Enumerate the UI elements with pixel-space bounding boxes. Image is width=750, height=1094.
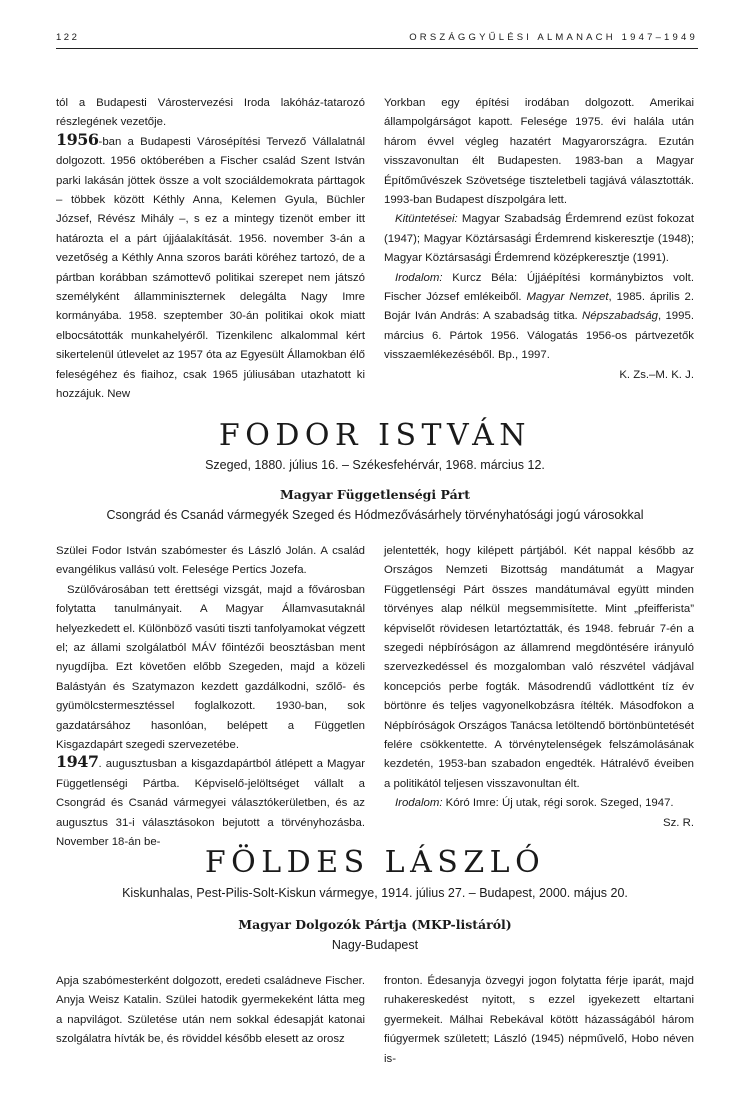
page-number: 122: [56, 32, 80, 43]
author-signature: Sz. R.: [662, 816, 694, 829]
year-initial: 1947: [56, 752, 99, 772]
awards-label: Kitüntetései:: [395, 213, 458, 226]
fodor-left-column: [56, 542, 365, 853]
literature-paragraph: [384, 269, 694, 366]
prev-entry-paragraph: Yorkban egy építési irodában dolgozott. Amerikai állampolgárságot kapott. Felesége 1975. évi halála után három évvel végleg hazatért Magyarországra. Ezután visszavonultan élt Budapesten. 1983-ban a Magyar Építőművészek Szövetsége tiszteletbeli tagjává választották. 1993-ban Budapest díszpolgára lett.: [384, 97, 694, 207]
author-signature: K. Zs.–M. K. J.: [619, 368, 694, 381]
awards-text: Magyar Szabadság Érdemrend ezüst fokozat (1947); Magyar Köztársasági Érdemrend kiskeresztje (1948); Magyar Köztársasági Érdemrend középkeresztje (1991).: [384, 213, 694, 265]
entry-name: FÖLDES LÁSZLÓ: [204, 845, 546, 880]
year-initial: 1956: [56, 129, 99, 149]
literature-label: Irodalom:: [395, 797, 443, 810]
literature-label: Irodalom:: [395, 271, 443, 284]
bio-paragraph: jelentették, hogy kilépett pártjából. Két nappal később az Országos Nemzeti Bizottság mandátumát a Magyar Függetlenségi Párt összes mandátumával együtt minden törvényes alap nélkül megsemmisítette. Mint „pfeifferista” képviselőt rövidesen letartóztatták, és 1948. február 7-én a szegedi népbíróságon az államrend megdöntésére irányuló szervezkedéssel és mozgalomban való részvétel vádjával koncepciós perbe fogták. Másodrendű vádlottként tíz év börtönre és teljes vagyonelkobzásra ítélték. Másodfokon a Népbíróságok Országos Tanácsa letöltendő börtönbüntetését felére csökkentette. A törvénytelenségek felszámolásának kezdetén, 1953-ban szabadon engedték. Hátralévő éveiben a politikától teljesen visszavonultan élt.: [384, 545, 694, 790]
literature-source: Népszabadság: [582, 310, 659, 323]
fodor-right-column: [384, 542, 694, 833]
prev-entry-paragraph: tól a Budapesti Várostervezési Iroda lakóház-tatarozó részlegének vezetője.: [56, 97, 365, 129]
paragraph-text: -ban a Budapesti Városépítési Tervező Vállalatnál dolgozott. 1956 októberében a Fischer család Szent István parki lakásán jöttek össze a volt szociáldemokrata párttagok – többek között Kéthly Anna, Kelemen Gyula, Büchler József, Révész Mihály –, s ez a mintegy tizenöt ember itt határozta el a párt újjáalakítását. 1956. november 3-án a vezetőség a Kéthly Anna szoros baráti köréhez tartozó, de a pártban korábban számottevő politikai szerepet nem játszó személyként államminiszternek delegálta Nagy Imre kormányába. 1958. szeptember 30-án politikai okok miatt elbocsátották munkahelyéről. Tizenkilenc alkalommal kért sikertelenül útlevelet az 1957 óta az Egyesült Államokban élő feleségéhez és fiaihoz, csak 1965 júliusában utazhatott ki hozzájuk. New: [56, 135, 365, 401]
literature-paragraph: [384, 794, 694, 813]
bio-paragraph: Szülei Fodor István szabómester és László Jolán. A család evangélikus vallású volt. Felesége Pertics Jozefa.: [56, 545, 365, 577]
bio-paragraph: fronton. Édesanyja özvegyi jogon folytatta férje iparát, majd ruhakereskedést nyitott, s ezzel igyekezett eltartani gyermekeit. Málhai Rebekával kötött házasságából három fiúgyermek született; László (1945) népművelő, Hobo néven is-: [384, 975, 694, 1065]
literature-text: Kurcz Béla: Újjáépítési kormánybiztos volt. Fischer József emlékeiből.: [384, 271, 694, 304]
running-header: [56, 32, 698, 46]
literature-text: , 1985. április 2. Bojár Iván András: A szabadság titka.: [384, 291, 694, 323]
entry-district: Nagy-Budapest: [331, 938, 419, 952]
header-rule: [56, 48, 698, 49]
foldes-left-column: [56, 972, 365, 1050]
literature-text: Kóró Imre: Új utak, régi sorok. Szeged, 1947.: [442, 797, 674, 810]
literature-text: , 1995. március 6. Pártok 1956. Válogatás 1956-os pártvezetők visszaemlékezéséből. Bp., 1997.: [384, 310, 694, 362]
entry-name: FODOR ISTVÁN: [218, 418, 532, 453]
foldes-right-column: [384, 972, 694, 1069]
paragraph-text: . augusztusban a kisgazdapártból átlépett a Magyar Függetlenségi Pártba. Képviselő-jelöltséget vállalt a Csongrád és Csanád vármegyei választókerületben, és az augusztus 31-i választásokon bejutott a törvényhozásba. November 18-án be-: [56, 758, 365, 849]
entry-party: Magyar Dolgozók Pártja (MKP-listáról): [238, 917, 512, 932]
entry-district: Csongrád és Csanád vármegyék Szeged és Hódmezővásárhely törvényhatósági jogú városokkal: [106, 508, 644, 522]
entry-dates: Szeged, 1880. július 16. – Székesfehérvár, 1968. március 12.: [205, 458, 545, 472]
bio-paragraph: Szülővárosában tett érettségi vizsgát, majd a fővárosban folytatta tanulmányait. A Magyar Államvasutaknál helyezkedett el. Különböző vasúti tiszti tanfolyamokat végzett el; az állami szolgálatból MÁV főintézői beosztásban ment nyugdíjba. Ezt követően előbb Szegeden, majd a közeli Balástyán és Szatymazon kezdett gazdálkodni, szőlő- és gyümölcstermesztéssel foglalkozott. 1930-ban, sok gazdatársához hasonlóan, belépett a Független Kisgazdapárt szegedi szervezetébe.: [56, 583, 365, 752]
entry-party: Magyar Függetlenségi Párt: [279, 487, 471, 502]
literature-source: Magyar Nemzet: [526, 291, 609, 304]
prev-entry-paragraph: [56, 129, 365, 405]
prev-entry-right-column: [384, 94, 694, 385]
entry-dates: Kiskunhalas, Pest-Pilis-Solt-Kiskun vármegye, 1914. július 27. – Budapest, 2000. május 20.: [122, 886, 628, 900]
bio-paragraph: Apja szabómesterként dolgozott, eredeti családneve Fischer. Anyja Weisz Katalin. Szülei hatodik gyermekeként látta meg a napvilágot. Születése után nem sokkal édesapját katonai szolgálatra hívták be, és röviddel később elesett az orosz: [56, 975, 365, 1046]
almanac-title: ORSZÁGGYŰLÉSI ALMANACH 1947–1949: [409, 32, 698, 43]
prev-entry-left-column: [56, 94, 365, 405]
bio-paragraph: [56, 752, 365, 852]
awards-paragraph: [384, 210, 694, 268]
